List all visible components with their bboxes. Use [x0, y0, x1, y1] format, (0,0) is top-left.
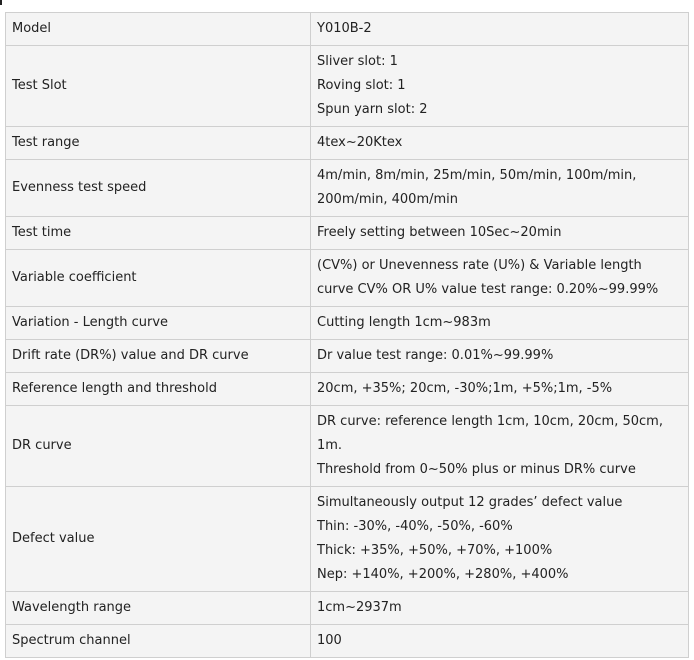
- corner-mark: [0, 0, 2, 5]
- spec-label: Evenness test speed: [6, 160, 311, 217]
- spec-value-line: 20cm, +35%; 20cm, -30%;1m, +5%;1m, -5%: [317, 381, 613, 396]
- spec-value: [311, 250, 689, 307]
- spec-value-line: (CV%) or Unevenness rate (U%) & Variable length: [317, 258, 642, 273]
- spec-label: Variable coefficient: [6, 250, 311, 307]
- spec-value-line: 1cm~2937m: [317, 600, 402, 615]
- table-row: [6, 373, 689, 406]
- spec-value: [311, 160, 689, 217]
- spec-value-line: Dr value test range: 0.01%~99.99%: [317, 348, 554, 363]
- table-row: [6, 487, 689, 592]
- spec-label: Variation - Length curve: [6, 307, 311, 340]
- spec-value-line: Freely setting between 10Sec~20min: [317, 225, 562, 240]
- spec-label: Model: [6, 13, 311, 46]
- spec-value-line: 1m.: [317, 438, 343, 453]
- spec-value-line: DR curve: reference length 1cm, 10cm, 20cm, 50cm,: [317, 414, 663, 429]
- spec-value-line: curve CV% OR U% value test range: 0.20%~99.99%: [317, 282, 659, 297]
- spec-label: Spectrum channel: [6, 625, 311, 658]
- spec-value-line: Nep: +140%, +200%, +280%, +400%: [317, 567, 569, 582]
- spec-value-line: 200m/min, 400m/min: [317, 192, 459, 207]
- spec-label: Test time: [6, 217, 311, 250]
- specification-table: [5, 12, 689, 658]
- spec-value-line: Spun yarn slot: 2: [317, 102, 428, 117]
- spec-value-line: Sliver slot: 1: [317, 54, 398, 69]
- spec-value: [311, 625, 689, 658]
- spec-label: Defect value: [6, 487, 311, 592]
- spec-value-line: Threshold from 0~50% plus or minus DR% curve: [317, 462, 636, 477]
- table-row: [6, 127, 689, 160]
- table-row: [6, 406, 689, 487]
- table-row: [6, 250, 689, 307]
- spec-value-line: 100: [317, 633, 342, 648]
- spec-value: [311, 13, 689, 46]
- spec-label: Test range: [6, 127, 311, 160]
- table-row: [6, 217, 689, 250]
- spec-value-line: Roving slot: 1: [317, 78, 406, 93]
- spec-value: [311, 406, 689, 487]
- spec-value-line: Cutting length 1cm~983m: [317, 315, 491, 330]
- table-row: [6, 46, 689, 127]
- table-row: [6, 307, 689, 340]
- table-row: [6, 340, 689, 373]
- spec-value-line: Y010B-2: [317, 21, 372, 36]
- spec-value: [311, 217, 689, 250]
- spec-value: [311, 46, 689, 127]
- spec-value: [311, 592, 689, 625]
- table-row: [6, 160, 689, 217]
- spec-label: Wavelength range: [6, 592, 311, 625]
- table-row: [6, 592, 689, 625]
- spec-value-line: Simultaneously output 12 grades’ defect value: [317, 495, 623, 510]
- spec-value-line: 4m/min, 8m/min, 25m/min, 50m/min, 100m/min,: [317, 168, 637, 183]
- spec-value: [311, 340, 689, 373]
- spec-value-line: Thick: +35%, +50%, +70%, +100%: [317, 543, 553, 558]
- spec-label: Drift rate (DR%) value and DR curve: [6, 340, 311, 373]
- spec-label: Reference length and threshold: [6, 373, 311, 406]
- table-row: [6, 13, 689, 46]
- spec-label: Test Slot: [6, 46, 311, 127]
- spec-value: [311, 487, 689, 592]
- spec-value-line: 4tex~20Ktex: [317, 135, 403, 150]
- table-row: [6, 625, 689, 658]
- spec-value-line: Thin: -30%, -40%, -50%, -60%: [317, 519, 513, 534]
- spec-value: [311, 373, 689, 406]
- spec-value: [311, 307, 689, 340]
- spec-value: [311, 127, 689, 160]
- spec-label: DR curve: [6, 406, 311, 487]
